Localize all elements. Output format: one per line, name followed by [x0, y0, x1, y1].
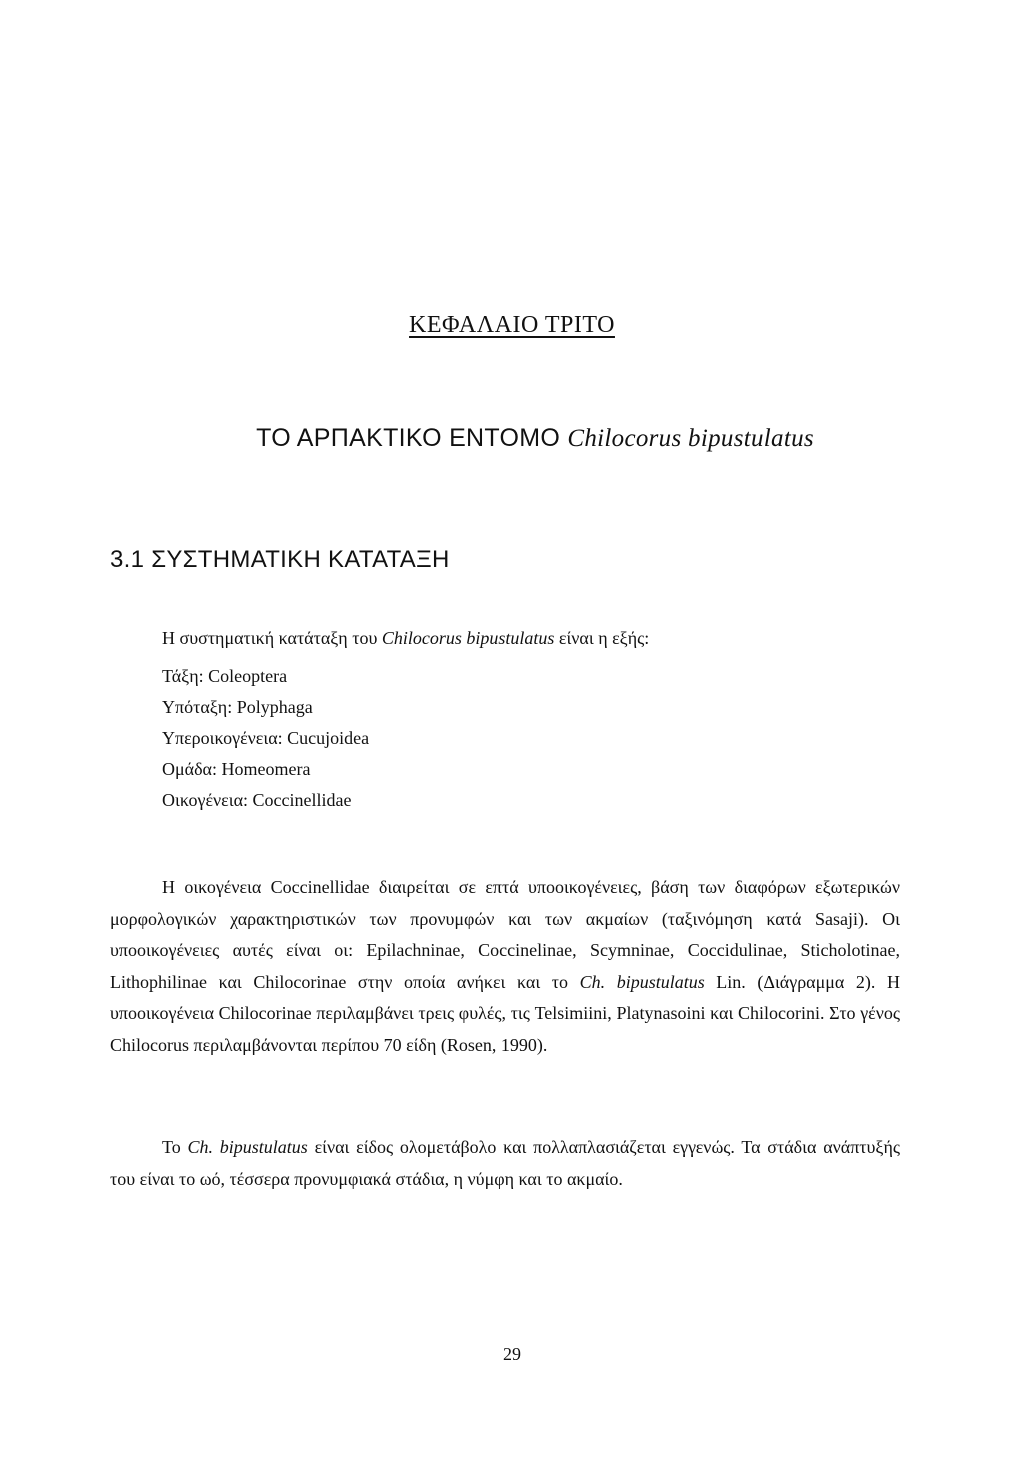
- intro-before: Η συστηματική κατάταξη του: [162, 628, 382, 648]
- classification-order: Τάξη: Coleoptera: [162, 666, 288, 686]
- section-heading: 3.1 ΣΥΣΤΗΜΑΤΙΚΗ ΚΑΤΑΤΑΞΗ: [110, 546, 450, 573]
- paragraph1-part2: Lin. (Διάγραμμα 2). Η υποοικογένεια Chilocorinae περιλαμβάνει τρεις φυλές, τις Telsimiini, Platynasoini και Chilocorini. Στο γένος Chilocorus περιλαμβάνονται περίπου 70 είδη (Rosen, 1990).: [110, 971, 901, 1055]
- main-title-species: Chilocorus bipustulatus: [567, 425, 814, 452]
- classification-superfamily: Υπεροικογένεια: Cucujoidea: [162, 728, 370, 748]
- chapter-title: ΚΕΦΑΛΑΙΟ ΤΡΙΤΟ: [409, 312, 615, 338]
- paragraph1-species: Ch. bipustulatus: [579, 971, 705, 992]
- main-title-text: ΤΟ ΑΡΠΑΚΤΙΚΟ ΕΝΤΟΜΟ: [256, 424, 568, 452]
- classification-suborder: Υπόταξη: Polyphaga: [162, 697, 313, 717]
- intro-after: είναι η εξής:: [554, 628, 650, 648]
- classification-family: Οικογένεια: Coccinellidae: [162, 790, 352, 810]
- paragraph2-species: Ch. bipustulatus: [187, 1137, 308, 1157]
- classification-group: Ομάδα: Homeomera: [162, 759, 311, 779]
- paragraph-subfamilies: [110, 872, 900, 1061]
- intro-species: Chilocorus bipustulatus: [381, 628, 555, 648]
- main-title: [0, 424, 1024, 453]
- paragraph2-part1: Το: [162, 1137, 188, 1157]
- paragraph1-part1: Η οικογένεια Coccinellidae διαιρείται σε επτά υποοικογένειες, βάση των διαφόρων εξωτερικών μορφολογικών χαρακτηριστικών των προνυμφών και των ακμαίων (ταξινόμηση κατά Sasaji). Οι υποοικογένειες αυτές είναι οι: Epilachninae, Coccinelinae, Scymninae, Coccidulinae, Sticholotinae, Lithophilinae και Chilocorinae στην οποία ανήκει και το: [110, 877, 900, 992]
- paragraph-development: [110, 1132, 900, 1195]
- page-number: 29: [503, 1344, 521, 1364]
- paragraph2-part2: είναι είδος ολομετάβολο και πολλαπλασιάζεται εγγενώς. Τα στάδια ανάπτυξής του είναι το ωό, τέσσερα προνυμφιακά στάδια, η νύμφη και το ακμαίο.: [110, 1137, 900, 1189]
- intro-line: [162, 627, 649, 649]
- classification-list: [162, 661, 369, 816]
